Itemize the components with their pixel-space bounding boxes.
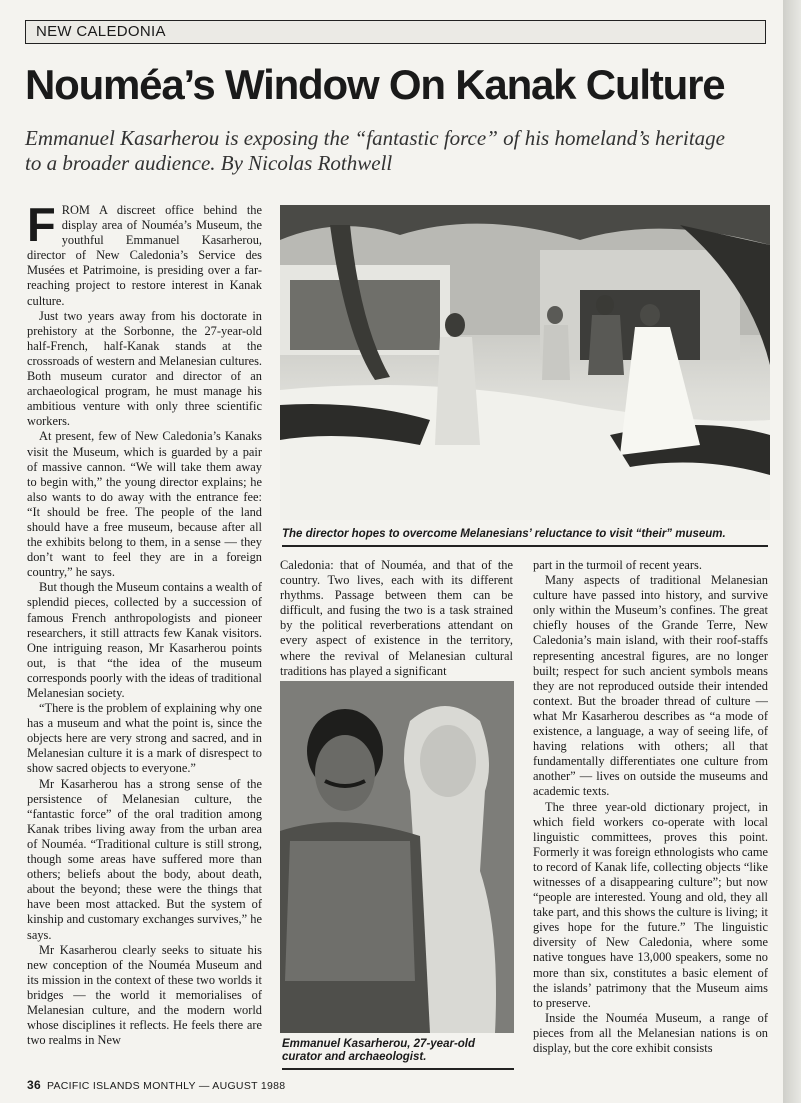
- article-column-3: [533, 558, 768, 1070]
- paragraph: FROM A discreet office behind the display area of Nouméa’s Museum, the youthful Emmanuel Kasarherou, director of New Caledonia’s Service des Musées et Patrimoine, is presiding over a far-reaching project to restore interest in Kanak culture.: [27, 203, 262, 308]
- museum-courtyard-photo: [280, 205, 770, 520]
- article-column-1: [27, 203, 262, 1068]
- page-footer: [27, 1078, 285, 1092]
- caption-rule: [282, 1068, 514, 1070]
- photo-caption: Emmanuel Kasarherou, 27-year-old curator and archaeologist.: [282, 1038, 476, 1063]
- paragraph: At present, few of New Caledonia’s Kanaks visit the Museum, which is guarded by a pair of massive cannon. “We will take them away to begin with,” the young director explains; he also wants to do away with the entrance fee: “It should be free. The people of the land should have a free museum, because after all the exhibits belong to them, in a sense — they don’t want to feel they are in a foreign country,” he says.: [27, 429, 262, 580]
- paragraph: Inside the Nouméa Museum, a range of pieces from all the Melanesian nations is on display, but the core exhibit consists: [533, 1010, 768, 1055]
- caption-rule: [282, 545, 768, 547]
- publication-line: PACIFIC ISLANDS MONTHLY — AUGUST 1988: [46, 1080, 286, 1092]
- article-column-2: [280, 558, 513, 678]
- paragraph: The three year-old dictionary project, in which field workers co-operate with local linguistic committees, proves this point. Formerly it was foreign ethnologists who came to record of Kanak life, collecting objects “like witnesses of a disappearing culture”; but now “people are interested. Young and old, they all take part, and this shows the culture is living; it gives hope for the future.” The linguistic diversity of New Caledonia, where some native tongues have 13,000 speakers, some no more than six, constitutes a basic element of the islands’ patrimony that the Museum aims to preserve.: [533, 799, 768, 1010]
- paragraph: Many aspects of traditional Melanesian culture have passed into history, and survive only within the Museum’s confines. The great chiefly houses of the Grande Terre, New Caledonia’s main island, with their roof-staffs representing ancestral figures, are no longer built; respect for such ancient symbols means they are not reproduced outside their intended context. But the broader thread of culture — what Mr Kasarherou describes as “a mode of existence, a language, a way of seeing life, of having relations with others; all that fundamentally differentiates one culture from another” — lives on outside the museums and academic texts.: [533, 573, 768, 799]
- section-label: NEW CALEDONIA: [36, 23, 166, 40]
- portrait-photo: [280, 681, 514, 1033]
- paragraph: Caledonia: that of Nouméa, and that of the country. Two lives, each with its different rhythms. Passage between them can be difficult, and fusing the two is a task strained by the political reverberations attendant on every aspect of existence in the territory, where the revival of Melanesian cultural traditions has played a significant: [280, 558, 513, 678]
- paragraph: Mr Kasarherou has a strong sense of the persistence of Melanesian culture, the “fantastic force” of the oral tradition among Kanak tribes living away from the urban area of Nouméa. “Traditional culture is still strong, though some areas have suffered more than others; beliefs about the body, about death, about the beyond; these were the things that have been most attacked. But the system of kinship and customary exchanges survives,” he says.: [27, 776, 262, 942]
- paragraph: Just two years away from his doctorate in prehistory at the Sorbonne, the 27-year-old half-French, half-Kanak stands at the crossroads of western and Melanesian cultures. Both museum curator and director of an archaeological program, he must manage his ambitious venture with only three scientific workers.: [27, 308, 262, 429]
- drop-cap: F: [27, 203, 56, 251]
- page-number: 36: [27, 1078, 41, 1092]
- headline: Nouméa’s Window On Kanak Culture: [25, 61, 725, 108]
- paragraph: Mr Kasarherou clearly seeks to situate his new conception of the Nouméa Museum and its mission in the context of these two worlds it bridges — the world it memorialises of Melanesian culture, and the modern world whose disciplines it reflects. He feels there are two realms in New: [27, 942, 262, 1048]
- paragraph: “There is the problem of explaining why one has a museum and what the point is, since the objects here are very strong and sacred, and in Melanesian culture it is a mark of disrespect to show sacred objects to everyone.”: [27, 701, 262, 776]
- paragraph: part in the turmoil of recent years.: [533, 558, 702, 572]
- paragraph: But though the Museum contains a wealth of splendid pieces, collected by a succession of famous French anthropologists and pioneer researchers, it still attracts few Kanak visitors. One intriguing reason, Mr Kasarherou points out, is that “the idea of the museum corresponds poorly with the ideas of traditional Melanesian society.: [27, 580, 262, 700]
- page-edge: [783, 0, 801, 1103]
- photo-caption: The director hopes to overcome Melanesians’ reluctance to visit “their” museum.: [282, 528, 726, 540]
- section-label-bar: [25, 20, 766, 44]
- deck: Emmanuel Kasarherou is exposing the “fantastic force” of his homeland’s heritage to a broader audience. By Nicolas Rothwell: [25, 126, 725, 176]
